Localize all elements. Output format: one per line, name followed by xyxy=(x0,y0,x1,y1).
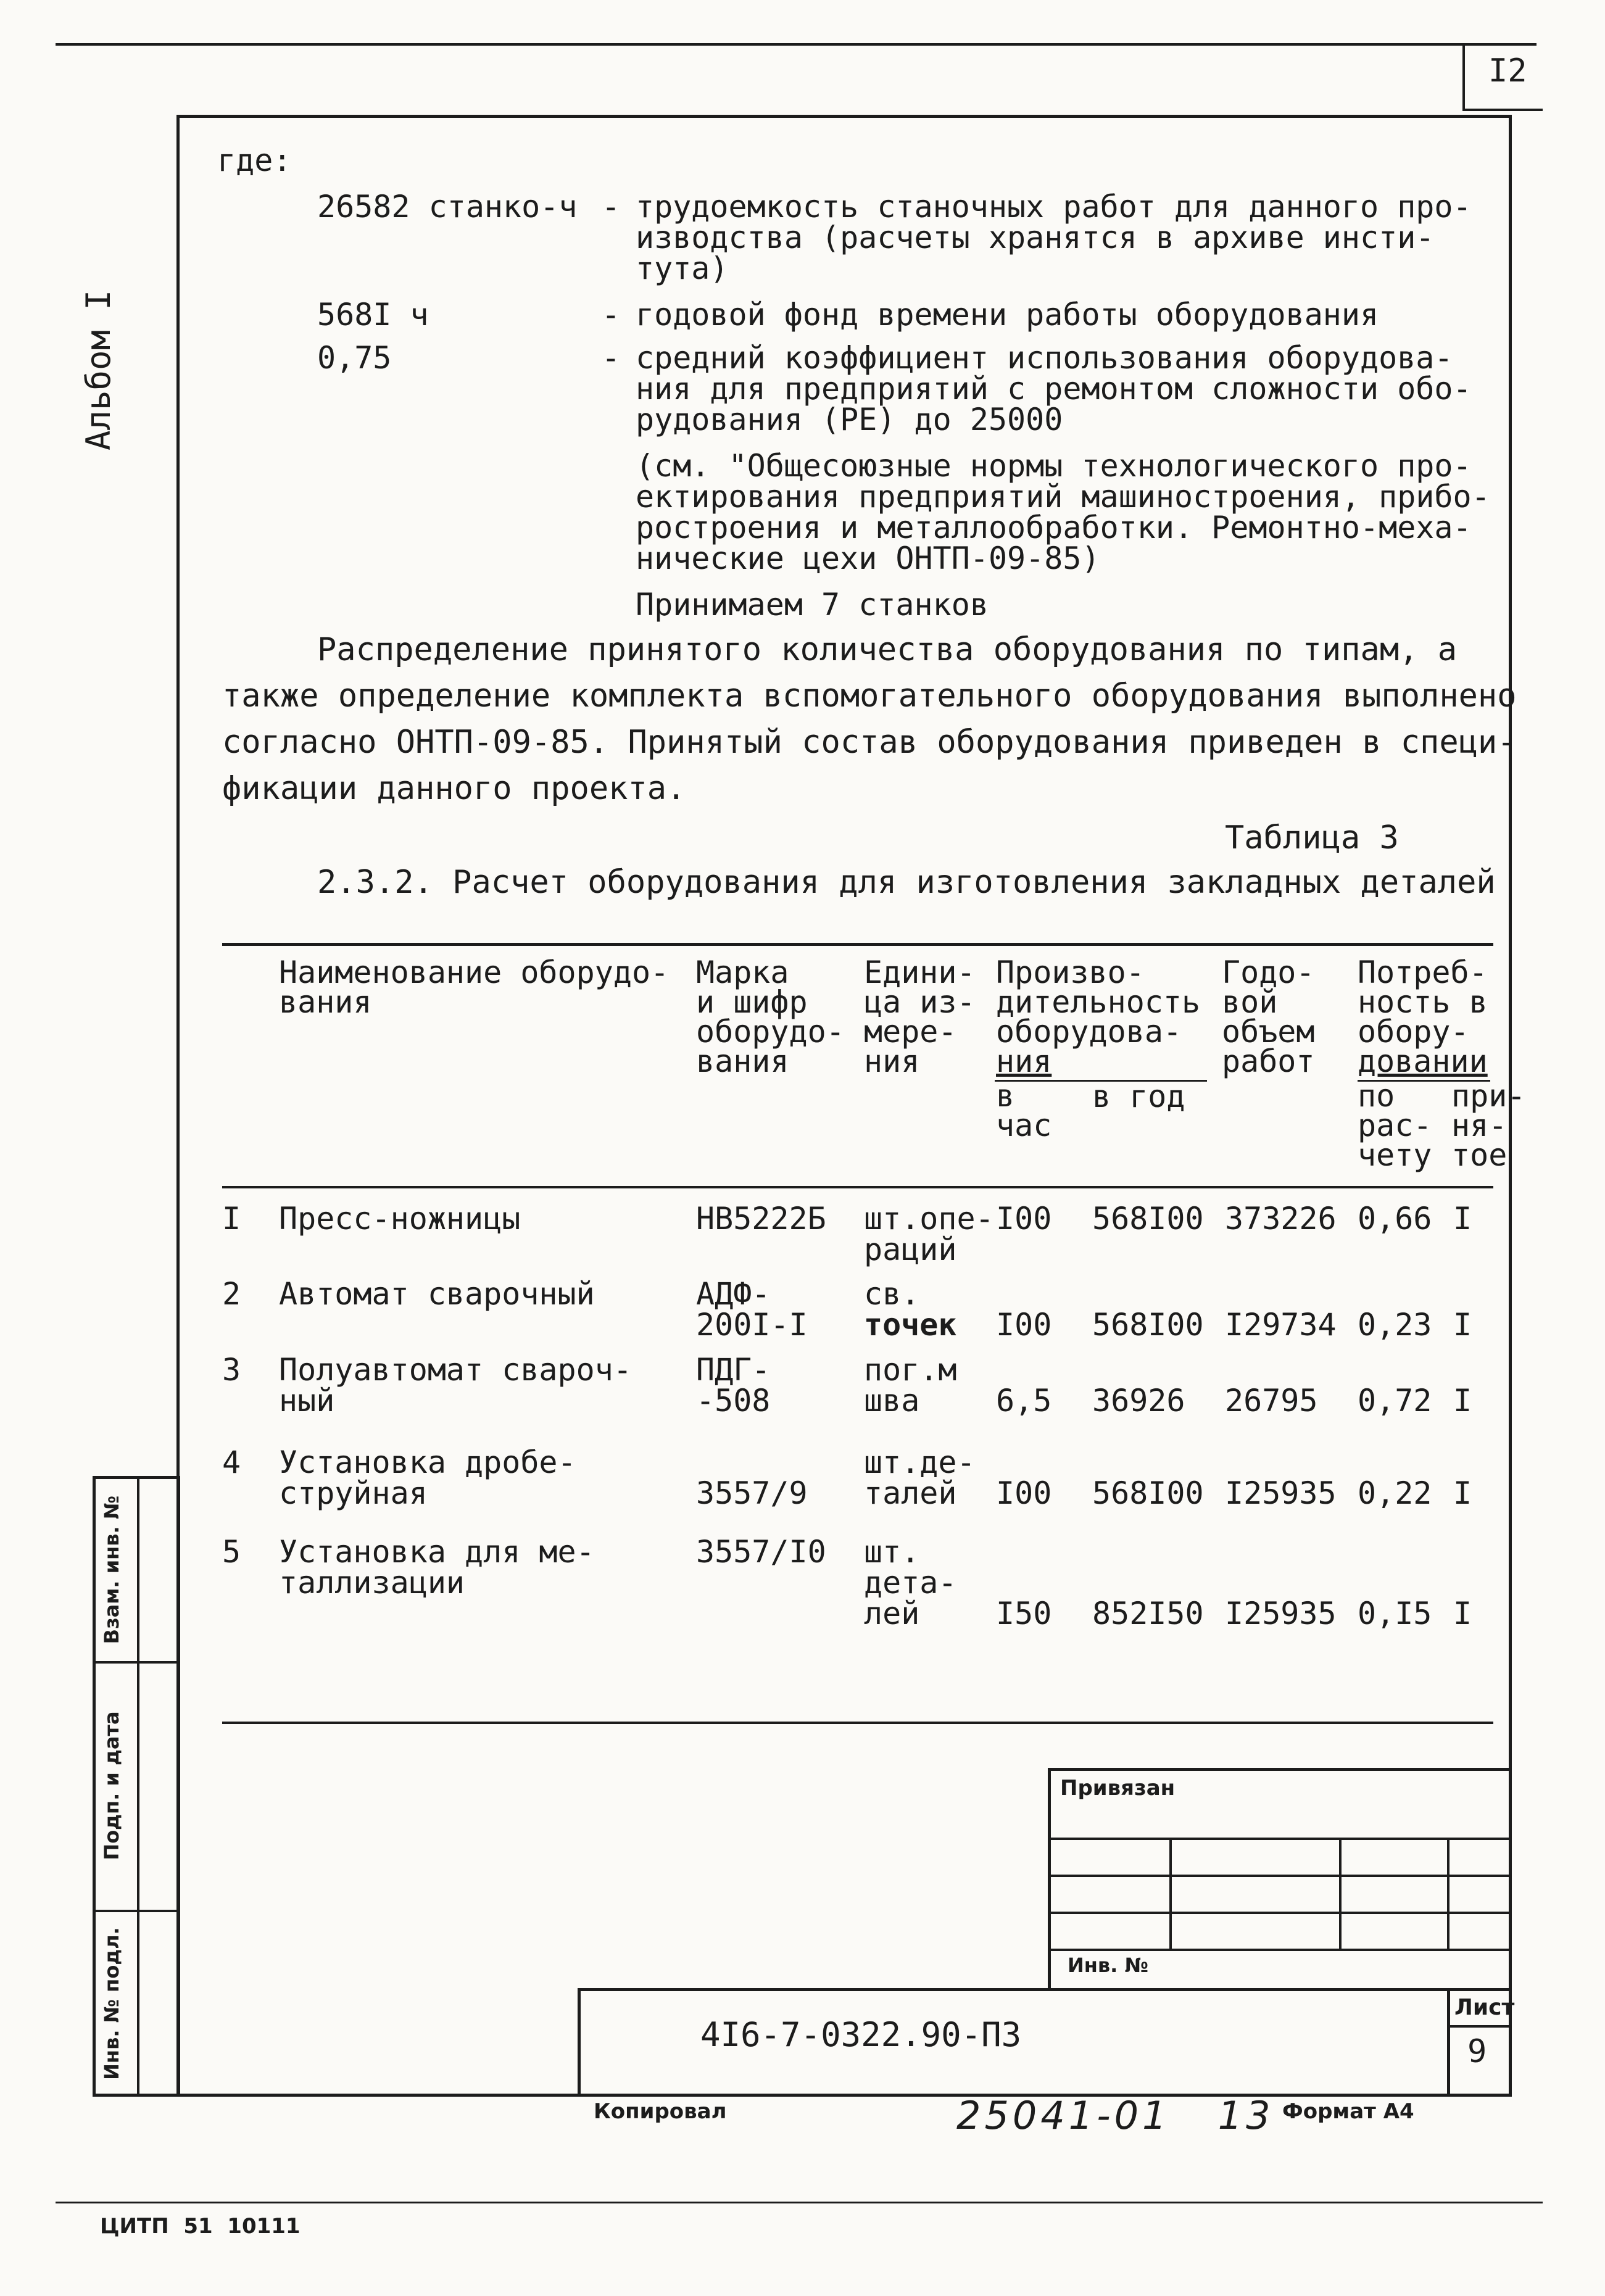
intro-text-line: изводства (расчеты хранятся в архиве инсти- xyxy=(636,220,1435,255)
row-per-year: 568I00 xyxy=(1092,1475,1204,1511)
top-rule xyxy=(56,43,1537,46)
intro-dash: - xyxy=(602,189,621,225)
row-unit: шт.опе- раций xyxy=(864,1201,994,1267)
table-top-rule xyxy=(222,943,1493,946)
header-name: Наименование оборудо- вания xyxy=(279,955,670,1020)
row-number: 4 xyxy=(222,1444,241,1480)
paragraph-line: согласно ОНТП-09-85. Принятый состав оборудования приведен в специ- xyxy=(222,724,1517,761)
row-volume: I29734 xyxy=(1225,1307,1337,1343)
intro-text-line: средний коэффициент использования оборудова- xyxy=(636,340,1453,376)
album-label: Альбом I xyxy=(79,289,118,450)
intro-text-line: годовой фонд времени работы оборудования xyxy=(636,297,1379,333)
row-calc: 0,23 xyxy=(1358,1307,1432,1343)
header-mark: Марка и шифр оборудо- вания xyxy=(696,955,845,1079)
row-calc: 0,66 xyxy=(1358,1201,1432,1237)
format-label: Формат А4 xyxy=(1282,2099,1414,2124)
header-annual-volume: Годо- вой объем работ xyxy=(1222,955,1315,1079)
intro-text-line: трудоемкость станочных работ для данного про- xyxy=(636,189,1472,225)
header-bottom-rule xyxy=(222,1186,1493,1188)
table-label: Таблица 3 xyxy=(1225,819,1399,856)
stamp-bound-label: Привязан xyxy=(1060,1776,1176,1801)
reference-line: нические цехи ОНТП-09-85) xyxy=(636,541,1100,576)
row-volume: 373226 xyxy=(1225,1201,1337,1237)
row-per-year: 36926 xyxy=(1092,1383,1185,1419)
row-volume: I25935 xyxy=(1225,1475,1337,1511)
accept-line: Принимаем 7 станков xyxy=(636,587,989,623)
row-unit: шт. дета- лей xyxy=(864,1534,957,1631)
row-per-hour: I00 xyxy=(996,1475,1052,1511)
row-mark: НВ5222Б xyxy=(696,1201,826,1237)
row-unit: пог.м шва xyxy=(864,1352,957,1419)
row-volume: I25935 xyxy=(1225,1596,1337,1631)
row-mark: 3557/I0 xyxy=(696,1534,826,1570)
row-volume: 26795 xyxy=(1225,1383,1318,1419)
row-name: Полуавтомат свароч- ный xyxy=(279,1352,632,1419)
row-per-hour: I00 xyxy=(996,1201,1052,1237)
paragraph-line: фикации данного проекта. xyxy=(222,770,686,807)
row-accepted: I xyxy=(1453,1596,1472,1631)
page-number-box-bottom xyxy=(1462,109,1543,111)
paragraph-line: также определение комплекта вспомогательного оборудования выполнено xyxy=(222,678,1517,715)
reference-line: ектирования предприятий машиностроения, прибо- xyxy=(636,479,1490,515)
where-label: где: xyxy=(217,143,292,178)
row-number: 5 xyxy=(222,1534,241,1570)
row-number: 2 xyxy=(222,1276,241,1312)
row-accepted: I xyxy=(1453,1475,1472,1511)
row-unit: св. точек xyxy=(864,1276,957,1343)
reference-line: ростроения и металлообработки. Ремонтно-меха- xyxy=(636,510,1472,545)
table-bottom-rule xyxy=(222,1722,1493,1724)
side-field-replaces-inv: Взам. инв. № xyxy=(100,1495,123,1644)
paragraph-line: Распределение принятого количества оборудования по типам, а xyxy=(317,631,1458,668)
doc-code: 4I6-7-0322.90-ПЗ xyxy=(700,2015,1022,2054)
row-per-year: 568I00 xyxy=(1092,1307,1204,1343)
intro-text-line: рудования (РЕ) до 25000 xyxy=(636,402,1063,437)
row-unit: шт.де- талей xyxy=(864,1444,976,1511)
row-mark: 3557/9 xyxy=(696,1475,808,1511)
row-per-year: 852I50 xyxy=(1092,1596,1204,1631)
row-name: Установка для ме- таллизации xyxy=(279,1534,595,1601)
section-title: 2.3.2. Расчет оборудования для изготовления закладных деталей xyxy=(317,864,1496,901)
side-field-original-inv: Инв. № подл. xyxy=(100,1927,123,2080)
stamp-inv-label: Инв. № xyxy=(1068,1954,1148,1977)
row-calc: 0,72 xyxy=(1358,1383,1432,1419)
row-per-year: 568I00 xyxy=(1092,1201,1204,1237)
copied-label: Копировал xyxy=(594,2099,727,2124)
reference-line: (см. "Общесоюзные нормы технологического про- xyxy=(636,448,1472,484)
intro-dash: - xyxy=(602,340,621,376)
intro-text-line: тута) xyxy=(636,251,729,286)
header-unit: Едини- ца из- мере- ния xyxy=(864,955,976,1079)
row-calc: 0,I5 xyxy=(1358,1596,1432,1631)
org-code: ЦИТП 51 10111 xyxy=(100,2214,301,2239)
page-number: I2 xyxy=(1488,52,1527,89)
row-name: Установка дробе- струйная xyxy=(279,1444,576,1511)
row-mark: ПДГ- -508 xyxy=(696,1352,771,1419)
row-per-hour: 6,5 xyxy=(996,1383,1052,1419)
row-name: Автомат сварочный xyxy=(279,1276,595,1312)
header-by-calc: по рас- чету xyxy=(1358,1078,1432,1173)
side-field-sign-date: Подп. и дата xyxy=(100,1711,123,1860)
header-per-hour: в час xyxy=(996,1078,1052,1143)
row-per-hour: I00 xyxy=(996,1307,1052,1343)
intro-value: 568I ч xyxy=(317,297,429,333)
row-accepted: I xyxy=(1453,1383,1472,1419)
row-accepted: I xyxy=(1453,1201,1472,1237)
sheet-label: Лист xyxy=(1454,1995,1515,2020)
header-accepted: при- ня- тое xyxy=(1451,1078,1526,1173)
row-mark: АДФ- 200I-I xyxy=(696,1276,808,1343)
header-per-year: в год xyxy=(1092,1079,1185,1114)
row-name: Пресс-ножницы xyxy=(279,1201,521,1237)
row-calc: 0,22 xyxy=(1358,1475,1432,1511)
intro-text-line: ния для предприятий с ремонтом сложности обо- xyxy=(636,371,1472,407)
page-number-box-left xyxy=(1462,43,1465,110)
row-per-hour: I50 xyxy=(996,1596,1052,1631)
intro-value: 26582 станко-ч xyxy=(317,189,578,225)
header-need: Потреб- ность в обору- довании xyxy=(1358,955,1488,1079)
handwritten-note: 25041-01 13 xyxy=(956,2093,1274,2138)
sheet-number: 9 xyxy=(1467,2033,1487,2070)
bottom-rule xyxy=(56,2202,1543,2203)
intro-value: 0,75 xyxy=(317,340,392,376)
row-number: I xyxy=(222,1201,241,1237)
row-accepted: I xyxy=(1453,1307,1472,1343)
intro-dash: - xyxy=(602,297,621,333)
row-number: 3 xyxy=(222,1352,241,1388)
header-productivity: Произво- дительность оборудова- ния xyxy=(996,955,1201,1079)
